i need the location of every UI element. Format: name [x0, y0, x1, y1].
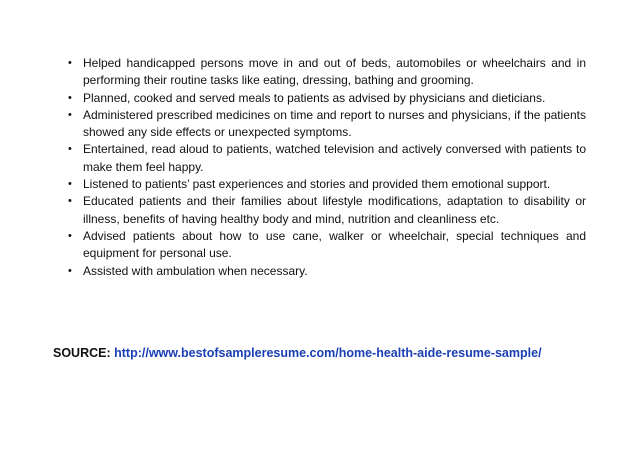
list-item-text: Helped handicapped persons move in and out of beds, automobiles or wheelchairs and in performing their routine tasks like eating, dressing, bathing and grooming.	[83, 56, 586, 88]
bullet-icon: •	[68, 143, 72, 156]
bullet-icon: •	[68, 57, 72, 69]
source-label: SOURCE:	[53, 346, 115, 360]
list-item	[66, 141, 586, 176]
list-item	[66, 55, 586, 90]
bullet-icon: •	[68, 264, 72, 277]
bullet-icon: •	[68, 229, 72, 242]
list-item-text: Listened to patients’ past experiences and stories and provided them emotional support.	[83, 177, 551, 192]
list-item	[66, 90, 586, 107]
list-item-text: Educated patients and their families about lifestyle modifications, adaptation to disability or illness, benefits of having healthy body and mind, nutrition and cleanliness etc.	[83, 194, 586, 226]
bullet-icon: •	[68, 108, 72, 121]
list-item	[66, 228, 586, 263]
list-item-text: Administered prescribed medicines on time and report to nurses and physicians, if the patients showed any side effects or unexpected symptoms.	[83, 107, 586, 140]
list-item-text: Planned, cooked and served meals to patients as advised by physicians and dieticians.	[83, 90, 546, 105]
bullet-icon: •	[68, 195, 72, 208]
bullet-icon: •	[68, 91, 72, 104]
list-item-text: Assisted with ambulation when necessary.	[83, 263, 308, 278]
source-line	[53, 345, 593, 362]
source-link[interactable]: http://www.bestofsampleresume.com/home-health-aide-resume-sample/	[114, 346, 542, 360]
bullet-icon: •	[68, 178, 72, 191]
list-item-text: Entertained, read aloud to patients, watched television and actively conversed with patients to make them feel happy.	[83, 142, 586, 174]
list-item	[66, 107, 586, 142]
list-item	[66, 263, 586, 280]
list-item	[66, 193, 586, 228]
list-item	[66, 176, 586, 193]
list-item-text: Advised patients about how to use cane, walker or wheelchair, special techniques and equipment for personal use.	[83, 228, 586, 261]
duties-list	[66, 55, 586, 280]
